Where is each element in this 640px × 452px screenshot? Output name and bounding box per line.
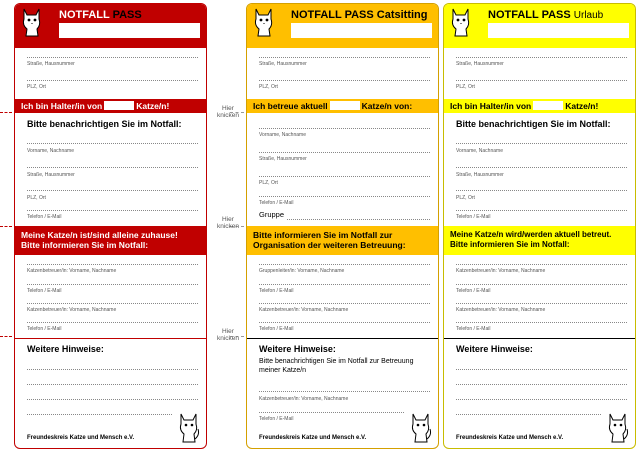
contact-label: Straße, Hausnummer [27, 172, 75, 178]
footer-org: Freundeskreis Katze und Mensch e.V. [259, 435, 367, 441]
card-header [15, 4, 206, 48]
name-field[interactable] [488, 23, 629, 38]
cut-line [0, 112, 12, 113]
street-label: Straße, Hausnummer [456, 61, 504, 67]
contact-label: Telefon / E-Mail [456, 214, 491, 220]
sitter-label: Telefon / E-Mail [259, 416, 294, 422]
notify-heading: Bitte benachrichtigen Sie im Notfall: [456, 119, 611, 129]
sitter-label: Telefon / E-Mail [259, 326, 294, 332]
organize-bar: Bitte informieren Sie im Notfall zur Organisation der weiteren Betreuung: [247, 226, 438, 255]
cat-icon [410, 413, 432, 443]
notify-heading: Bitte benachrichtigen Sie im Notfall: [27, 119, 182, 129]
cat-count-field[interactable] [104, 101, 134, 110]
sitter-label: Gruppenleiter/in: Vorname, Nachname [259, 268, 345, 274]
emergency-card-1 [14, 3, 207, 449]
cat-icon [178, 413, 200, 443]
group-label: Gruppe [259, 210, 285, 219]
sitter-label: Katzenbetreuer/in: Vorname, Nachname [27, 307, 117, 313]
cat-icon [252, 7, 276, 37]
cat-icon [449, 7, 473, 37]
notes-text: Bitte benachrichtigen Sie im Notfall zur Betreuung meiner Katze/n [259, 358, 414, 374]
contact-label: Vorname, Nachname [27, 148, 74, 154]
footer-org: Freundeskreis Katze und Mensch e.V. [27, 435, 135, 441]
sitter-label: Telefon / E-Mail [456, 288, 491, 294]
sitter-label: Katzenbetreuer/in: Vorname, Nachname [456, 268, 546, 274]
card-title: NOTFALL PASS Urlaub [488, 9, 604, 21]
name-field[interactable] [291, 23, 432, 38]
contact-label: Telefon / E-Mail [259, 200, 294, 206]
notes-heading: Weitere Hinweise: [27, 344, 104, 354]
contact-label: PLZ, Ort [259, 180, 278, 186]
cut-line [0, 336, 12, 337]
sitter-label: Telefon / E-Mail [456, 326, 491, 332]
contact-label: Straße, Hausnummer [259, 156, 307, 162]
cat-icon [20, 7, 44, 37]
sitter-label: Telefon / E-Mail [27, 326, 62, 332]
notes-heading: Weitere Hinweise: [456, 344, 533, 354]
card-header [247, 4, 438, 48]
owner-bar: Ich bin Halter/in von Katze/n! [444, 99, 635, 113]
contact-label: PLZ, Ort [27, 195, 46, 201]
emergency-card-2 [246, 3, 439, 449]
city-label: PLZ, Ort [456, 84, 475, 90]
sitter-label: Telefon / E-Mail [27, 288, 62, 294]
card-title: NOTFALL PASS Catsitting [291, 9, 428, 21]
owner-bar: Ich bin Halter/in von Katze/n! [15, 99, 206, 113]
sitter-label: Telefon / E-Mail [259, 288, 294, 294]
sitter-bar: Ich betreue aktuell Katze/n von: [247, 99, 438, 113]
sitter-label: Katzenbetreuer/in: Vorname, Nachname [259, 396, 349, 402]
contact-label: Straße, Hausnummer [456, 172, 504, 178]
city-label: PLZ, Ort [27, 84, 46, 90]
footer-org: Freundeskreis Katze und Mensch e.V. [456, 435, 564, 441]
sitter-label: Katzenbetreuer/in: Vorname, Nachname [456, 307, 546, 313]
cat-count-field[interactable] [330, 101, 360, 110]
street-label: Straße, Hausnummer [27, 61, 75, 67]
fold-label: Hier knicken [216, 105, 240, 119]
cat-count-field[interactable] [533, 101, 563, 110]
card-header [444, 4, 635, 48]
contact-label: Vorname, Nachname [259, 132, 306, 138]
notes-heading: Weitere Hinweise: [259, 344, 336, 354]
fold-label: Hier knicken [216, 328, 240, 342]
sitter-label: Katzenbetreuer/in: Vorname, Nachname [259, 307, 349, 313]
fold-label: Hier knicken [216, 216, 240, 230]
card-title: NOTFALL PASS [59, 9, 142, 21]
street-label: Straße, Hausnummer [259, 61, 307, 67]
contact-label: PLZ, Ort [456, 195, 475, 201]
cat-icon [607, 413, 629, 443]
alone-bar: Meine Katze/n ist/sind alleine zuhause! Bitte informieren Sie im Notfall: [15, 226, 206, 255]
sitter-label: Katzenbetreuer/in: Vorname, Nachname [27, 268, 117, 274]
name-field[interactable] [59, 23, 200, 38]
contact-label: Telefon / E-Mail [27, 214, 62, 220]
cared-bar: Meine Katze/n wird/werden aktuell betreut. Bitte informieren Sie im Notfall: [444, 226, 635, 255]
contact-label: Vorname, Nachname [456, 148, 503, 154]
cut-line [0, 226, 12, 227]
city-label: PLZ, Ort [259, 84, 278, 90]
emergency-card-3 [443, 3, 636, 449]
